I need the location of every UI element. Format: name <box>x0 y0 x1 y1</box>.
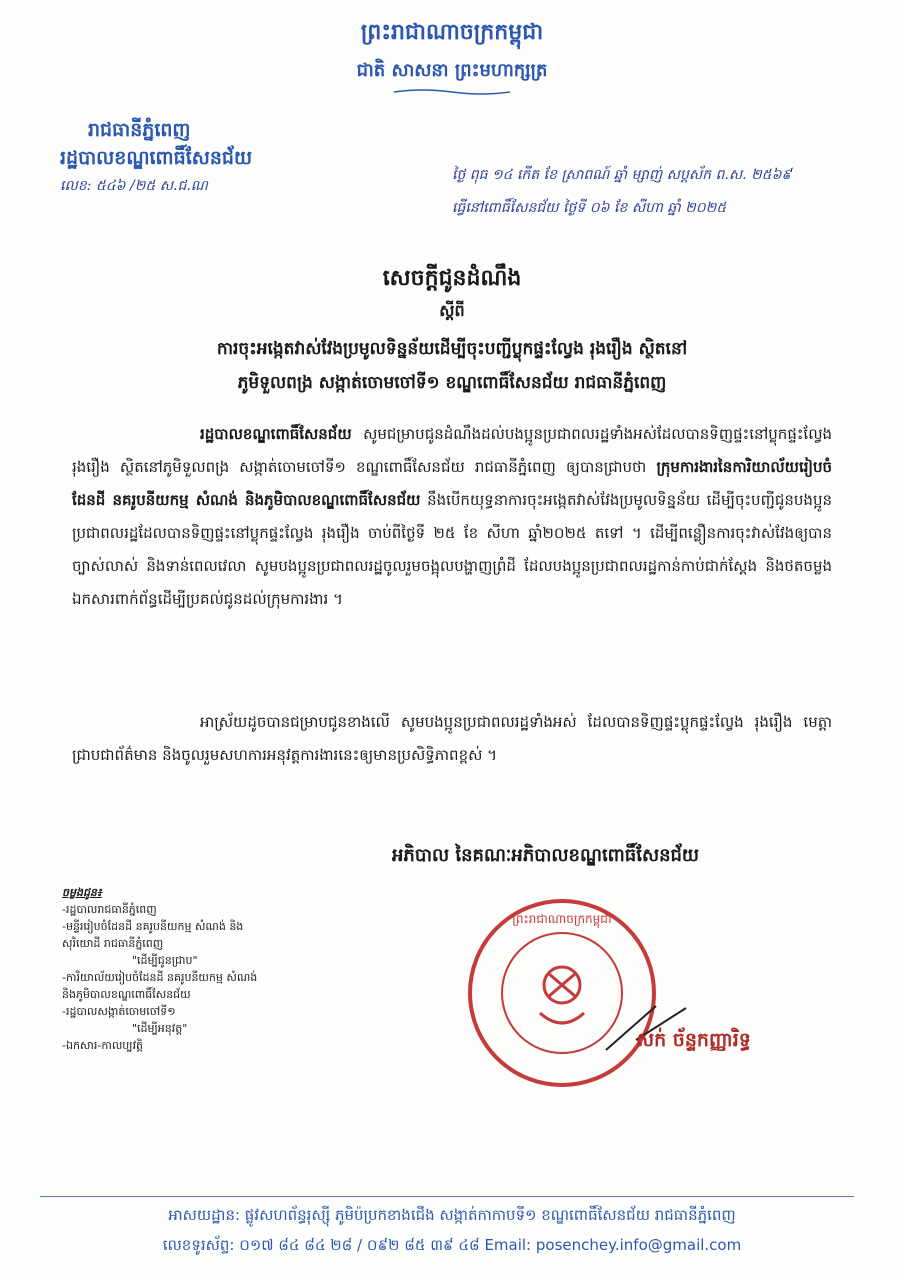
distribution-item: -ឯកសារ-កាលប្បវត្តិ <box>62 1039 144 1052</box>
p2-text: អាស្រ័យដូចបានជម្រាបជូនខាងលើ សូមបងប្អូនប្រជាពលរដ្ឋទាំងអស់ ដែលបានទិញផ្ទះប្លុកផ្ទះល្វែង រុងរឿង មេត្តាជ្រាបជាព័ត៌មាន និងចូលរួមសហការអនុវត្តការងារនេះឲ្យមានប្រសិទ្ធិភាពខ្ពស់ ។ <box>72 713 832 764</box>
distribution-item: -មន្ទីររៀបចំដែនដី នគរូបនីយកម្ម សំណង់ និង <box>62 920 244 933</box>
solar-date: ធ្វើនៅពោធិ៍សែនជ័យ ថ្ងៃទី ០៦ ខែ សីហា ឆ្នាំ ២០២៥ <box>452 200 727 216</box>
distribution-item: -រដ្ឋបាលសង្កាត់ចោមចៅទី១ <box>62 1005 176 1018</box>
p1-text-2: នឹងបើកយុទ្ធនាការចុះអង្កេតវាស់វែងប្រមូលទិន្នន័យ ដើម្បីចុះបញ្ជីជូនបងប្អូនប្រជាពលរដ្ឋដែលបានទិញផ្ទះនៅប្លុកផ្ទះល្វែង រុងរឿង ចាប់ពីថ្ងៃទី ២៥ ខែ សីហា ឆ្នាំ២០២៥ តទៅ ។ ដើម្បីពន្លឿនការចុះវាស់វែងឲ្យបានច្បាស់លាស់ និងទាន់ពេលវេលា សូមបងប្អូនប្រជាពលរដ្ឋចូលរួមចង្អុលបង្ហាញព្រំដី ដែលបងប្អូនប្រជាពលរដ្ឋកាន់កាប់ជាក់ស្តែង និងថតចម្លងឯកសារពាក់ព័ន្ធដើម្បីប្រគល់ជូនដល់ក្រុមការងារ ។ <box>72 491 832 608</box>
signature-title: អភិបាល នៃគណៈអភិបាលខណ្ឌពោធិ៍សែនជ័យ <box>392 845 700 866</box>
notice-about: ស្តីពី <box>439 301 465 320</box>
p1-lead: រដ្ឋបាលខណ្ឌពោធិ៍សែនជ័យ <box>200 425 352 443</box>
lunar-date: ថ្ងៃ ពុធ ១៤ កើត ខែ ស្រាពណ៍ ឆ្នាំ ម្សាញ់ សប្តស័ក ព.ស. ២៥៦៩ <box>452 167 792 183</box>
district-administration: រដ្ឋបាលខណ្ឌពោធិ៍សែនជ័យ <box>60 147 253 169</box>
footer-address: អាសយដ្ឋាន: ផ្លូវសហព័ន្ធរុស្ស៊ី ភូមិប៉ប្រកខាងជើង សង្កាត់កាកាបទី១ ខណ្ឌពោធិ៍សែនជ័យ រាជធានីភ្នំពេញ <box>168 1206 736 1224</box>
signer-name: សក់ ច័ន្ទកញ្ញារិទ្ធ <box>636 1029 751 1051</box>
distribution-list <box>62 884 382 1054</box>
kingdom-heading: ព្រះរាជាណាចក្រកម្ពុជា <box>360 20 544 45</box>
subject-line-1: ការចុះអង្កេតវាស់វែងប្រមូលទិន្នន័យដើម្បីចុះបញ្ជីប្លុកផ្ទះល្វែង រុងរឿង ស្ថិតនៅ <box>216 339 688 359</box>
p1-text-1: សូមជម្រាបជូនដំណឹងដល់បងប្អូនប្រជាពលរដ្ឋទាំងអស់ដែលបានទិញផ្ទះនៅប្លុកផ្ទះល្វែង រុងរឿង ស្ថិតនៅភូមិទួលពង្រ សង្កាត់ចោមចៅទី១ ខណ្ឌពោធិ៍សែនជ័យ រាជធានីភ្នំពេញ ឲ្យបានជ្រាបថា <box>72 425 832 476</box>
body-paragraph-2 <box>72 706 832 772</box>
capital-name: រាជធានីភ្នំពេញ <box>88 119 191 141</box>
seal-text: ព្រះរាជាណាចក្រកម្ពុជា <box>512 912 612 926</box>
ornament-divider <box>392 88 512 96</box>
distribution-item: "ដើម្បីអនុវត្ត" <box>132 1022 188 1035</box>
notice-subject <box>80 332 824 400</box>
distribution-heading: ចម្លងជូន៖ <box>62 886 102 899</box>
distribution-item: -រដ្ឋបាលរាជធានីភ្នំពេញ <box>62 903 157 916</box>
distribution-item: -ការិយាល័យរៀបចំដែនដី នគរូបនីយកម្ម សំណង់ <box>62 971 258 984</box>
seal-emblem-icon <box>540 967 584 1023</box>
notice-title: សេចក្តីជូនដំណឹង <box>382 266 522 291</box>
body-paragraph-1 <box>72 418 832 616</box>
footer-divider <box>40 1196 854 1197</box>
subject-line-2: ភូមិទួលពង្រ សង្កាត់ចោមចៅទី១ ខណ្ឌពោធិ៍សែនជ័យ រាជធានីភ្នំពេញ <box>237 373 667 393</box>
distribution-item: និងភូមិបាលខណ្ឌពោធិ៍សែនជ័យ <box>62 988 191 1001</box>
distribution-item: "ដើម្បីជូនជ្រាប" <box>132 954 198 967</box>
working-team: ក្រុមការងារនៃការិយាល័យរៀបចំដែនដី នគរូបនីយកម្ម សំណង់ និងភូមិបាលខណ្ឌពោធិ៍សែនជ័យ <box>72 458 832 509</box>
reference-number: លេខ: ៥៤៦ /២៥ ស.ជ.ណ <box>60 178 208 194</box>
distribution-item: សុរិយោដី រាជធានីភ្នំពេញ <box>62 937 164 950</box>
official-seal <box>462 893 662 1093</box>
footer-contact: លេខទូរស័ព្ទ: ០១៧ ៨៤ ៨៤ ២៨ / ០៩២ ៨៥ ៣៩ ៤៨ Email: posenchey.info@gmail.com <box>162 1236 742 1254</box>
national-motto: ជាតិ សាសនា ព្រះមហាក្សត្រ <box>356 60 548 81</box>
